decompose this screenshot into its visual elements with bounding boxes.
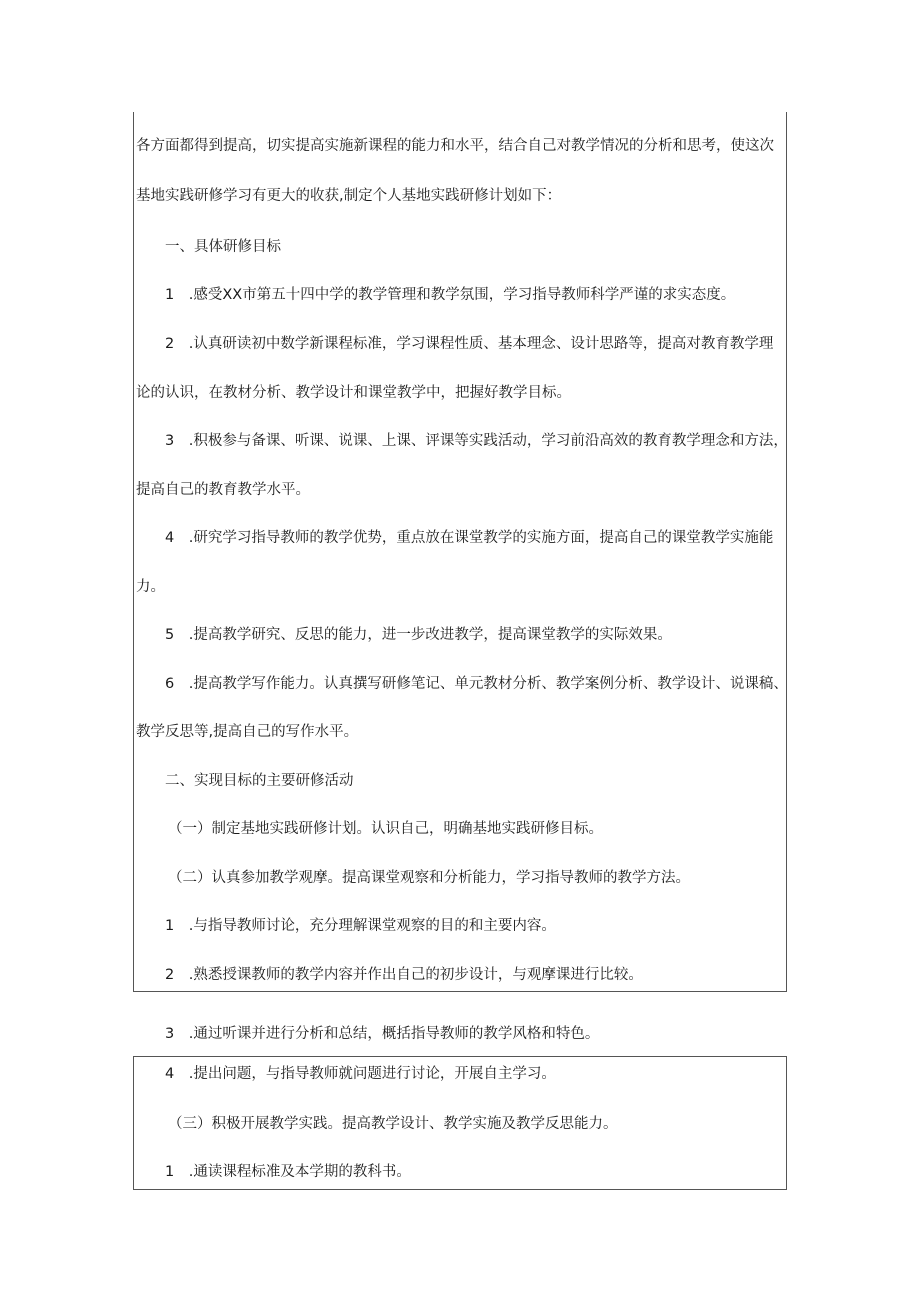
- goal-item-4: 4 .研究学习指导教师的教学优势，重点放在课堂教学的实施方面，提高自己的课堂教学实施能: [165, 530, 774, 546]
- activity-3-step-1: 1 .通读课程标准及本学期的教科书。: [165, 1164, 411, 1180]
- goal-item-2-cont: 论的认识，在教材分析、教学设计和课堂教学中，把握好教学目标。: [136, 385, 571, 401]
- activity-3: （三）积极开展教学实践。提高教学设计、教学实施及教学反思能力。: [168, 1116, 618, 1132]
- goal-item-3-cont: 提高自己的教育教学水平。: [136, 482, 310, 498]
- activity-2-step-3: 3 .通过听课并进行分析和总结，概括指导教师的教学风格和特色。: [165, 1026, 600, 1042]
- section-heading-2: 二、实现目标的主要研修活动: [165, 773, 354, 789]
- section-heading-1: 一、具体研修目标: [165, 239, 281, 255]
- goal-item-5: 5 .提高教学研究、反思的能力，进一步改进教学，提高课堂教学的实际效果。: [165, 627, 672, 643]
- goal-item-4-cont: 力。: [136, 579, 165, 595]
- goal-item-1: 1 .感受XX市第五十四中学的教学管理和教学氛围，学习指导教师科学严谨的求实态度。: [165, 287, 736, 303]
- activity-2-step-1: 1 .与指导教师讨论，充分理解课堂观察的目的和主要内容。: [165, 918, 556, 934]
- paragraph-line-1: 各方面都得到提高，切实提高实施新课程的能力和水平，结合自己对教学情况的分析和思考，使这次: [136, 138, 774, 154]
- activity-2: （二）认真参加教学观摩。提高课堂观察和分析能力，学习指导教师的教学方法。: [168, 870, 690, 886]
- paragraph-line-2: 基地实践研修学习有更大的收获,制定个人基地实践研修计划如下：: [136, 188, 562, 204]
- goal-item-3: 3 .积极参与备课、听课、说课、上课、评课等实践活动，学习前沿高效的教育教学理念和方法，: [165, 433, 788, 449]
- goal-item-6: 6 .提高教学写作能力。认真撰写研修笔记、单元教材分析、教学案例分析、教学设计、说课稿、: [165, 676, 788, 692]
- activity-2-step-4: 4 .提出问题，与指导教师就问题进行讨论，开展自主学习。: [165, 1066, 556, 1082]
- activity-2-step-2: 2 .熟悉授课教师的教学内容并作出自己的初步设计，与观摩课进行比较。: [165, 967, 643, 983]
- goal-item-2: 2 .认真研读初中数学新课程标准，学习课程性质、基本理念、设计思路等，提高对教育教学理: [165, 336, 774, 352]
- activity-1: （一）制定基地实践研修计划。认识自己，明确基地实践研修目标。: [168, 821, 603, 837]
- goal-item-6-cont: 教学反思等,提高自己的写作水平。: [136, 724, 359, 740]
